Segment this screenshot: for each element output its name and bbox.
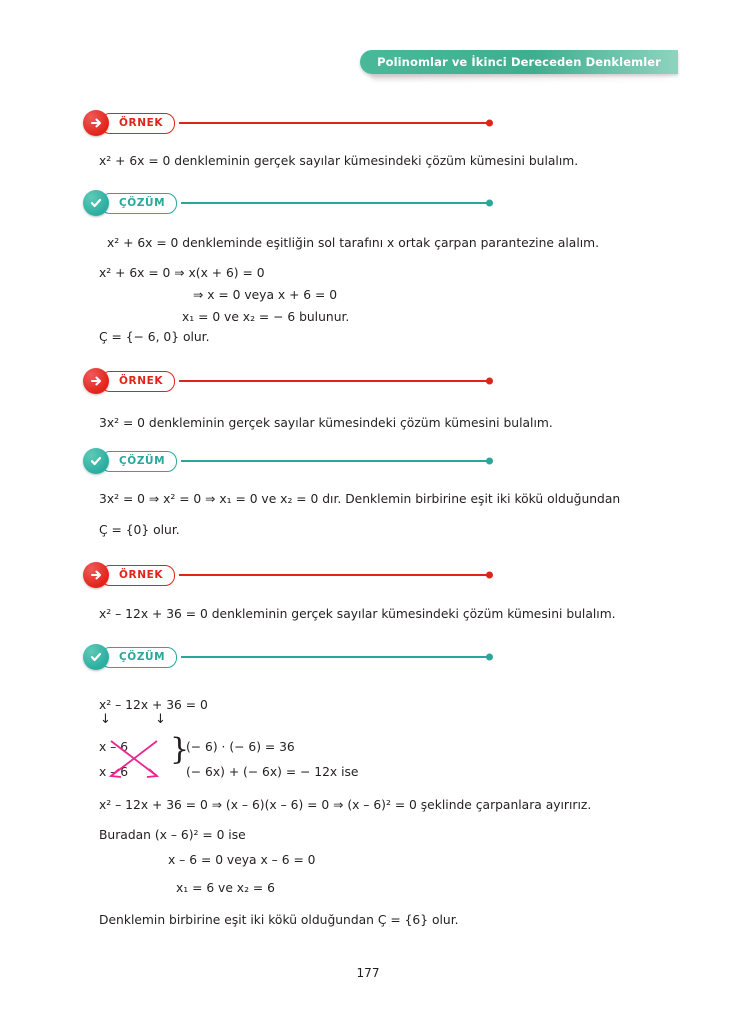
example-label-2: ÖRNEK bbox=[100, 371, 175, 392]
brace-icon: } bbox=[170, 732, 190, 767]
solution-3-line-10: Denklemin birbirine eşit iki kökü olduğundan Ç = {6} olur. bbox=[99, 913, 459, 927]
page-number: 177 bbox=[356, 966, 380, 980]
example-2-text: 3x² = 0 denkleminin gerçek sayılar kümesindeki çözüm kümesini bulalım. bbox=[99, 416, 553, 430]
solution-header-3 bbox=[83, 644, 490, 670]
example-1-text: x² + 6x = 0 denkleminin gerçek sayılar kümesindeki çözüm kümesini bulalım. bbox=[99, 154, 579, 168]
solution-3-line-6: x² – 12x + 36 = 0 ⇒ (x – 6)(x – 6) = 0 ⇒ (x – 6)² = 0 şeklinde çarpanlara ayırırız. bbox=[99, 798, 592, 812]
example-header-1 bbox=[83, 110, 490, 136]
solution-1-line-3: ⇒ x = 0 veya x + 6 = 0 bbox=[193, 288, 338, 302]
example-label-3: ÖRNEK bbox=[100, 565, 175, 586]
arrow-right-icon bbox=[83, 368, 109, 394]
arrow-down-icon-left: ↓ bbox=[100, 712, 111, 727]
factor-product: (− 6) · (− 6) = 36 bbox=[186, 740, 295, 754]
factor-row-2: x – 6 bbox=[99, 765, 129, 779]
solution-1-line-2: x² + 6x = 0 ⇒ x(x + 6) = 0 bbox=[99, 266, 265, 280]
solution-2-line-1: 3x² = 0 ⇒ x² = 0 ⇒ x₁ = 0 ve x₂ = 0 dır. Denklemin birbirine eşit iki kökü olduğundan bbox=[99, 492, 621, 506]
solution-1-line-4: x₁ = 0 ve x₂ = − 6 bulunur. bbox=[182, 310, 350, 324]
solution-3-line-9: x₁ = 6 ve x₂ = 6 bbox=[176, 881, 275, 895]
solution-header-2 bbox=[83, 448, 490, 474]
solution-1-line-5: Ç = {− 6, 0} olur. bbox=[99, 330, 210, 344]
solution-1-line-1: x² + 6x = 0 denkleminde eşitliğin sol tarafını x ortak çarpan parantezine alalım. bbox=[107, 236, 600, 250]
example-header-3 bbox=[83, 562, 490, 588]
banner-shadow bbox=[370, 74, 670, 80]
example-header-2 bbox=[83, 368, 490, 394]
solution-3-line-8: x – 6 = 0 veya x – 6 = 0 bbox=[168, 853, 316, 867]
example-rule-1 bbox=[179, 122, 490, 124]
factor-sum: (− 6x) + (− 6x) = − 12x ise bbox=[186, 765, 359, 779]
cross-multiply-icon bbox=[108, 736, 160, 782]
solution-label-1: ÇÖZÜM bbox=[100, 193, 177, 214]
solution-rule-1 bbox=[181, 202, 490, 204]
example-rule-2 bbox=[179, 380, 490, 382]
solution-2-line-2: Ç = {0} olur. bbox=[99, 523, 180, 537]
solution-label-3: ÇÖZÜM bbox=[100, 647, 177, 668]
example-3-text: x² – 12x + 36 = 0 denkleminin gerçek sayılar kümesindeki çözüm kümesini bulalım. bbox=[99, 607, 616, 621]
solution-rule-2 bbox=[181, 460, 490, 462]
example-label-1: ÖRNEK bbox=[100, 113, 175, 134]
check-icon bbox=[83, 644, 109, 670]
chapter-title: Polinomlar ve İkinci Dereceden Denklemler bbox=[377, 55, 661, 69]
check-icon bbox=[83, 190, 109, 216]
example-rule-3 bbox=[179, 574, 490, 576]
check-icon bbox=[83, 448, 109, 474]
solution-rule-3 bbox=[181, 656, 490, 658]
arrow-right-icon bbox=[83, 562, 109, 588]
solution-3-line-7: Buradan (x – 6)² = 0 ise bbox=[99, 828, 246, 842]
arrow-down-icon-right: ↓ bbox=[155, 712, 166, 727]
solution-label-2: ÇÖZÜM bbox=[100, 451, 177, 472]
arrow-right-icon bbox=[83, 110, 109, 136]
chapter-banner bbox=[360, 50, 678, 74]
solution-3-line-1: x² – 12x + 36 = 0 bbox=[99, 698, 208, 712]
factor-row-1: x – 6 bbox=[99, 740, 129, 754]
solution-header-1 bbox=[83, 190, 490, 216]
